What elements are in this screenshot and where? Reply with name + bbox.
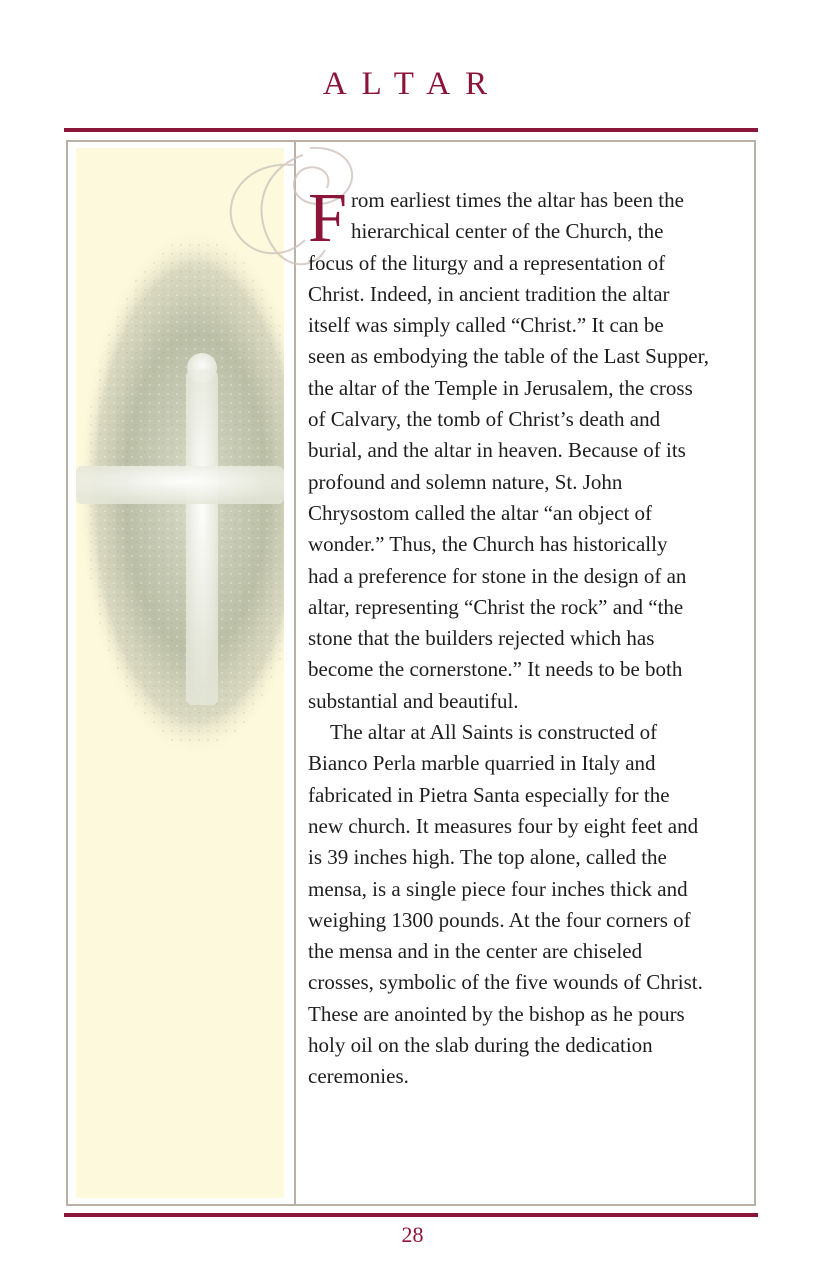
- text-line: is 39 inches high. The top alone, called the: [308, 845, 667, 870]
- text-line: become the cornerstone.” It needs to be both: [308, 657, 683, 682]
- text-line: the altar of the Temple in Jerusalem, the cross: [308, 375, 693, 400]
- text-line: crosses, symbolic of the five wounds of Christ.: [308, 970, 703, 995]
- text-line: altar, representing “Christ the rock” and “the: [308, 594, 684, 619]
- text-line: profound and solemn nature, St. John: [308, 469, 623, 494]
- text-line: mensa, is a single piece four inches thick and: [308, 876, 688, 901]
- text-line: wonder.” Thus, the Church has historically: [308, 532, 668, 557]
- page-title: ALTAR: [322, 66, 503, 102]
- bottom-rule: [64, 1213, 758, 1217]
- text-line: weighing 1300 pounds. At the four corners of: [308, 907, 691, 932]
- text-line: Bianco Perla marble quarried in Italy and: [308, 751, 656, 776]
- text-line: rom earliest times the altar has been the: [350, 188, 684, 212]
- column-divider: [294, 142, 296, 1204]
- text-line: The altar at All Saints is constructed of: [330, 720, 658, 745]
- text-line: substantial and beautiful.: [308, 688, 519, 713]
- text-line: stone that the builders rejected which has: [308, 626, 655, 651]
- text-line: fabricated in Pietra Santa especially for the: [308, 782, 670, 807]
- sidebar-panel: [76, 148, 284, 1198]
- cross-icon: [76, 148, 284, 1198]
- page-number: 28: [401, 1222, 424, 1247]
- text-line: itself was simply called “Christ.” It can be: [308, 313, 664, 338]
- drop-cap: F: [308, 180, 347, 257]
- text-line: of Calvary, the tomb of Christ’s death and: [308, 407, 661, 432]
- text-line: the mensa and in the center are chiseled: [308, 939, 643, 964]
- text-line: new church. It measures four by eight feet and: [308, 813, 699, 838]
- article-body: [308, 180, 758, 1093]
- text-line: These are anointed by the bishop as he pours: [308, 1001, 685, 1026]
- text-line: Christ. Indeed, in ancient tradition the altar: [308, 281, 670, 306]
- top-rule: [64, 128, 758, 132]
- text-line: focus of the liturgy and a representation of: [308, 250, 666, 275]
- text-line: burial, and the altar in heaven. Because of its: [308, 438, 686, 463]
- text-line: seen as embodying the table of the Last Supper,: [308, 344, 709, 369]
- text-line: hierarchical center of the Church, the: [350, 219, 664, 244]
- text-line: had a preference for stone in the design of an: [308, 563, 687, 588]
- text-line: ceremonies.: [308, 1064, 409, 1089]
- text-line: Chrysostom called the altar “an object of: [308, 500, 653, 525]
- text-line: holy oil on the slab during the dedication: [308, 1033, 653, 1058]
